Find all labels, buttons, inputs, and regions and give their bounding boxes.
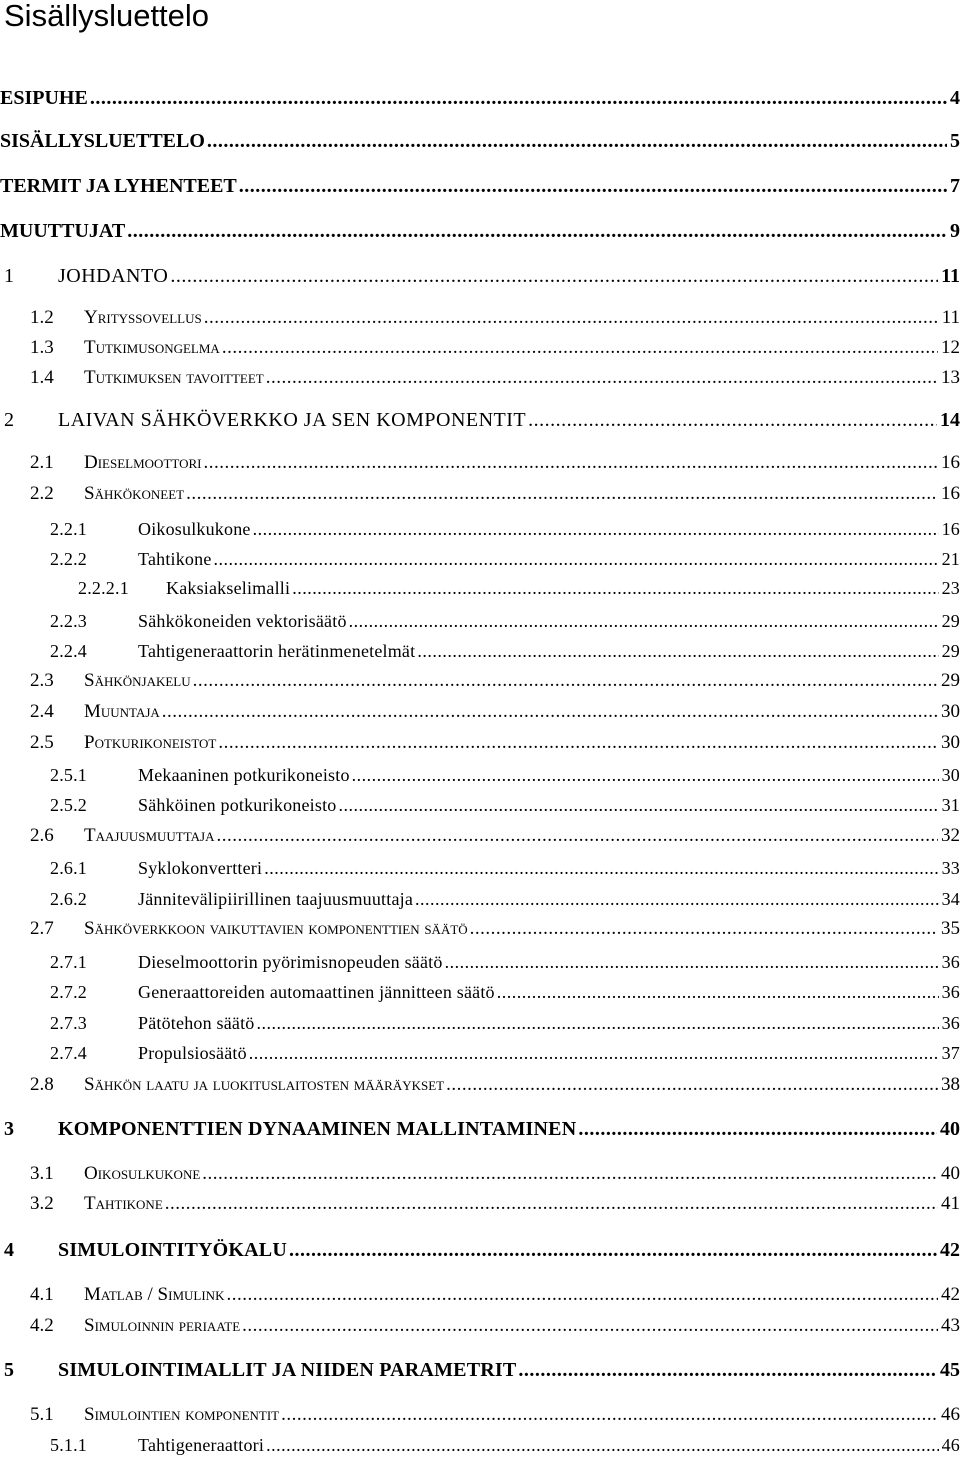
toc-entry-number: 2.7.2	[50, 982, 87, 1002]
toc-entry-page-number: 37	[941, 1043, 960, 1063]
toc-entry-page-number: 36	[941, 1013, 960, 1033]
toc-entry-title: ESIPUHE	[0, 87, 88, 109]
toc-entry-page-number: 16	[941, 483, 960, 504]
toc-entry-number: 2.7	[30, 918, 54, 939]
toc-entry-number: 2.4	[30, 701, 54, 722]
toc-entry-page-number: 29	[941, 641, 960, 661]
toc-entry-page-number: 16	[941, 452, 960, 473]
toc-entry-page-number: 42	[940, 1239, 960, 1261]
toc-entry[interactable]	[0, 516, 960, 542]
toc-entry-page-number: 29	[941, 611, 960, 631]
toc-dot-leader	[239, 175, 947, 198]
toc-dot-leader	[528, 409, 937, 432]
toc-entry-title: Sähkönjakelu	[84, 670, 191, 691]
toc-entry-page-number: 32	[941, 825, 960, 846]
toc-entry[interactable]	[0, 823, 960, 849]
toc-entry-number: 2.2.4	[50, 641, 87, 661]
toc-entry-page-number: 4	[950, 87, 960, 109]
toc-entry-title: Mekaaninen potkurikoneisto	[138, 765, 350, 785]
toc-dot-leader	[292, 578, 938, 599]
toc-dot-leader	[253, 519, 939, 540]
toc-entry-title: Generaattoreiden automaattinen jännitteen säätö	[138, 982, 495, 1002]
toc-entry[interactable]	[0, 1402, 960, 1428]
toc-entry[interactable]	[0, 546, 960, 572]
toc-entry-title: Oikosulkukone	[84, 1163, 201, 1184]
toc-entry-number: 2.2.1	[50, 519, 87, 539]
toc-entry[interactable]	[0, 305, 960, 331]
toc-entry[interactable]	[0, 575, 960, 601]
toc-entry[interactable]	[0, 174, 960, 200]
toc-entry-title: Tahtikone	[84, 1193, 163, 1214]
toc-entry[interactable]	[0, 1313, 960, 1339]
toc-entry[interactable]	[0, 1072, 960, 1098]
toc-entry-number: 2.5	[30, 732, 54, 753]
toc-entry-title: KOMPONENTTIEN DYNAAMINEN MALLINTAMINEN	[58, 1118, 577, 1140]
toc-entry-title: JOHDANTO	[58, 265, 169, 287]
toc-entry-title: Dieselmoottorin pyörimisnopeuden säätö	[138, 952, 443, 972]
toc-entry-title: TERMIT JA LYHENTEET	[0, 175, 237, 197]
toc-entry-title: Sähkön laatu ja luokituslaitosten määräykset	[84, 1074, 445, 1095]
toc-entry[interactable]	[0, 219, 960, 245]
toc-entry[interactable]	[0, 699, 960, 725]
toc-dot-leader	[249, 1043, 939, 1064]
toc-entry-page-number: 30	[941, 732, 960, 753]
toc-entry-number: 2.5.1	[50, 765, 87, 785]
toc-entry[interactable]	[0, 365, 960, 391]
toc-entry-number: 2.2.2.1	[78, 578, 129, 598]
toc-entry-title: Simulointien komponentit	[84, 1404, 280, 1425]
toc-entry[interactable]	[0, 979, 960, 1005]
toc-entry[interactable]	[0, 1238, 960, 1264]
toc-entry[interactable]	[0, 129, 960, 155]
toc-entry-number: 2.6.1	[50, 858, 87, 878]
toc-entry-title: Kaksiakselimalli	[166, 578, 291, 598]
toc-entry-title: Potkurikoneistot	[84, 732, 217, 753]
toc-dot-leader	[202, 1163, 938, 1185]
toc-entry-page-number: 42	[941, 1284, 960, 1305]
toc-entry-title: Tahtikone	[138, 549, 212, 569]
toc-dot-leader	[470, 918, 938, 940]
toc-entry-title: Taajuusmuuttaja	[84, 825, 215, 846]
toc-entry-page-number: 16	[941, 519, 960, 539]
toc-entry-title: Matlab / Simulink	[84, 1284, 225, 1305]
toc-entry-page-number: 5	[950, 130, 960, 152]
toc-entry-number: 3.1	[30, 1163, 54, 1184]
toc-entry-title: Simuloinnin periaate	[84, 1315, 241, 1336]
toc-dot-leader	[578, 1118, 937, 1141]
toc-entry[interactable]	[0, 949, 960, 975]
toc-entry[interactable]	[0, 1432, 960, 1458]
toc-entry-title: Oikosulkukone	[138, 519, 251, 539]
toc-dot-leader	[518, 1359, 937, 1382]
toc-entry-number: 4.1	[30, 1284, 54, 1305]
toc-entry-page-number: 21	[941, 549, 960, 569]
toc-entry[interactable]	[0, 264, 960, 290]
toc-entry[interactable]	[0, 335, 960, 361]
toc-entry-page-number: 46	[941, 1404, 960, 1425]
toc-entry[interactable]	[0, 1161, 960, 1187]
toc-entry-number: 3	[4, 1118, 14, 1140]
toc-entry-page-number: 38	[941, 1074, 960, 1095]
toc-entry-number: 2.1	[30, 452, 54, 473]
toc-entry-page-number: 33	[941, 858, 960, 878]
toc-entry[interactable]	[0, 608, 960, 634]
toc-entry-title: Sähköverkkoon vaikuttavien komponenttien säätö	[84, 918, 468, 939]
toc-entry-page-number: 23	[941, 578, 960, 598]
toc-entry-number: 5.1	[30, 1404, 54, 1425]
toc-entry-number: 4	[4, 1239, 14, 1261]
toc-entry[interactable]	[0, 1191, 960, 1217]
toc-dot-leader	[266, 1435, 939, 1456]
toc-entry-title: Sähkökoneet	[84, 483, 185, 504]
toc-entry-number: 2.2.2	[50, 549, 87, 569]
toc-entry-page-number: 13	[941, 367, 960, 388]
toc-entry-title: Jännitevälipiirillinen taajuusmuuttaja	[138, 889, 414, 909]
toc-dot-leader	[264, 858, 938, 879]
toc-entry-page-number: 46	[941, 1435, 960, 1455]
toc-entry-number: 2.7.1	[50, 952, 87, 972]
toc-entry[interactable]	[0, 481, 960, 507]
toc-dot-leader	[222, 337, 938, 359]
toc-dot-leader	[204, 307, 939, 329]
toc-entry[interactable]	[0, 86, 960, 112]
toc-entry-title: Tahtigeneraattori	[138, 1435, 265, 1455]
toc-dot-leader	[349, 611, 939, 632]
toc-dot-leader	[127, 220, 947, 243]
toc-entry-page-number: 41	[941, 1193, 960, 1214]
toc-dot-leader	[256, 1013, 938, 1034]
toc-entry-number: 1.4	[30, 367, 54, 388]
toc-entry-number: 2.2	[30, 483, 54, 504]
toc-dot-leader	[446, 1074, 938, 1096]
toc-entry-number: 4.2	[30, 1315, 54, 1336]
toc-dot-leader	[417, 641, 938, 662]
toc-entry-title: Sähkökoneiden vektorisäätö	[138, 611, 347, 631]
toc-entry-title: Tutkimuksen tavoitteet	[84, 367, 264, 388]
toc-entry-number: 1.3	[30, 337, 54, 358]
toc-entry-page-number: 30	[941, 765, 960, 785]
toc-entry-page-number: 36	[941, 982, 960, 1002]
toc-dot-leader	[226, 1284, 938, 1306]
toc-entry-page-number: 9	[950, 220, 960, 242]
toc-entry[interactable]	[0, 886, 960, 912]
toc-dot-leader	[214, 549, 939, 570]
toc-entry-number: 2.5.2	[50, 795, 87, 815]
toc-entry-number: 2.6	[30, 825, 54, 846]
toc-entry-title: MUUTTUJAT	[0, 220, 126, 242]
toc-entry-number: 2.3	[30, 670, 54, 691]
toc-entry[interactable]	[0, 1358, 960, 1384]
toc-entry-page-number: 12	[941, 337, 960, 358]
toc-entry[interactable]	[0, 730, 960, 756]
toc-entry-number: 2.2.3	[50, 611, 87, 631]
toc-entry[interactable]	[0, 668, 960, 694]
toc-entry[interactable]	[0, 638, 960, 664]
toc-entry-page-number: 11	[941, 265, 960, 287]
toc-entry-title: Pätötehon säätö	[138, 1013, 255, 1033]
toc-entry-number: 2.6.2	[50, 889, 87, 909]
toc-entry[interactable]	[0, 1010, 960, 1036]
toc-entry[interactable]	[0, 408, 960, 434]
toc-entry-page-number: 45	[940, 1359, 960, 1381]
toc-entry-number: 5.1.1	[50, 1435, 87, 1455]
toc-entry-title: Sähköinen potkurikoneisto	[138, 795, 337, 815]
toc-dot-leader	[497, 982, 939, 1003]
toc-dot-leader	[338, 795, 938, 816]
toc-entry-page-number: 7	[950, 175, 960, 197]
toc-entry-title: SIMULOINTIMALLIT JA NIIDEN PARAMETRIT	[58, 1359, 517, 1381]
toc-entry-number: 3.2	[30, 1193, 54, 1214]
toc-entry-page-number: 36	[941, 952, 960, 972]
toc-entry-title: Syklokonvertteri	[138, 858, 263, 878]
toc-entry-number: 2.7.4	[50, 1043, 87, 1063]
toc-dot-leader	[445, 952, 939, 973]
toc-entry-title: LAIVAN SÄHKÖVERKKO JA SEN KOMPONENTIT	[58, 409, 527, 431]
toc-entry-number: 2.8	[30, 1074, 54, 1095]
toc-dot-leader	[352, 765, 939, 786]
toc-dot-leader	[281, 1404, 938, 1426]
toc-dot-leader	[165, 1193, 938, 1215]
toc-entry-title: Tahtigeneraattorin herätinmenetelmät	[138, 641, 416, 661]
page-title: Sisällysluettelo	[4, 0, 210, 33]
toc-entry[interactable]	[0, 450, 960, 476]
toc-entry-page-number: 14	[940, 409, 960, 431]
toc-entry[interactable]	[0, 916, 960, 942]
toc-entry-number: 2.7.3	[50, 1013, 87, 1033]
toc-dot-leader	[218, 732, 938, 754]
toc-entry-title: Tutkimusongelma	[84, 337, 220, 358]
toc-entry-title: Propulsiosäätö	[138, 1043, 247, 1063]
toc-entry-number: 2	[4, 409, 14, 431]
toc-entry-page-number: 31	[941, 795, 960, 815]
toc-entry[interactable]	[0, 1040, 960, 1066]
toc-entry[interactable]	[0, 792, 960, 818]
toc-entry-page-number: 43	[941, 1315, 960, 1336]
toc-entry[interactable]	[0, 762, 960, 788]
toc-entry-title: SIMULOINTITYÖKALU	[58, 1239, 287, 1261]
toc-dot-leader	[216, 825, 938, 847]
toc-entry-page-number: 30	[941, 701, 960, 722]
toc-dot-leader	[242, 1315, 938, 1337]
toc-dot-leader	[193, 670, 938, 692]
toc-entry-title: Dieselmoottori	[84, 452, 202, 473]
toc-entry-title: Muuntaja	[84, 701, 160, 722]
toc-dot-leader	[186, 483, 938, 505]
toc-entry-page-number: 40	[940, 1118, 960, 1140]
toc-dot-leader	[170, 265, 938, 288]
toc-entry-page-number: 40	[941, 1163, 960, 1184]
toc-entry[interactable]	[0, 1282, 960, 1308]
toc-entry[interactable]	[0, 1117, 960, 1143]
toc-dot-leader	[415, 889, 939, 910]
toc-dot-leader	[266, 367, 938, 389]
toc-entry[interactable]	[0, 855, 960, 881]
toc-dot-leader	[289, 1239, 937, 1262]
toc-entry-page-number: 34	[941, 889, 960, 909]
toc-entry-number: 1.2	[30, 307, 54, 328]
toc-dot-leader	[90, 87, 947, 110]
toc-entry-page-number: 11	[941, 307, 960, 328]
toc-entry-title: Yrityssovellus	[84, 307, 202, 328]
toc-entry-page-number: 29	[941, 670, 960, 691]
toc-dot-leader	[207, 130, 947, 153]
toc-dot-leader	[203, 452, 938, 474]
toc-dot-leader	[162, 701, 938, 723]
toc-entry-number: 5	[4, 1359, 14, 1381]
toc-entry-number: 1	[4, 265, 14, 287]
toc-entry-page-number: 35	[941, 918, 960, 939]
toc-entry-title: SISÄLLYSLUETTELO	[0, 130, 205, 152]
